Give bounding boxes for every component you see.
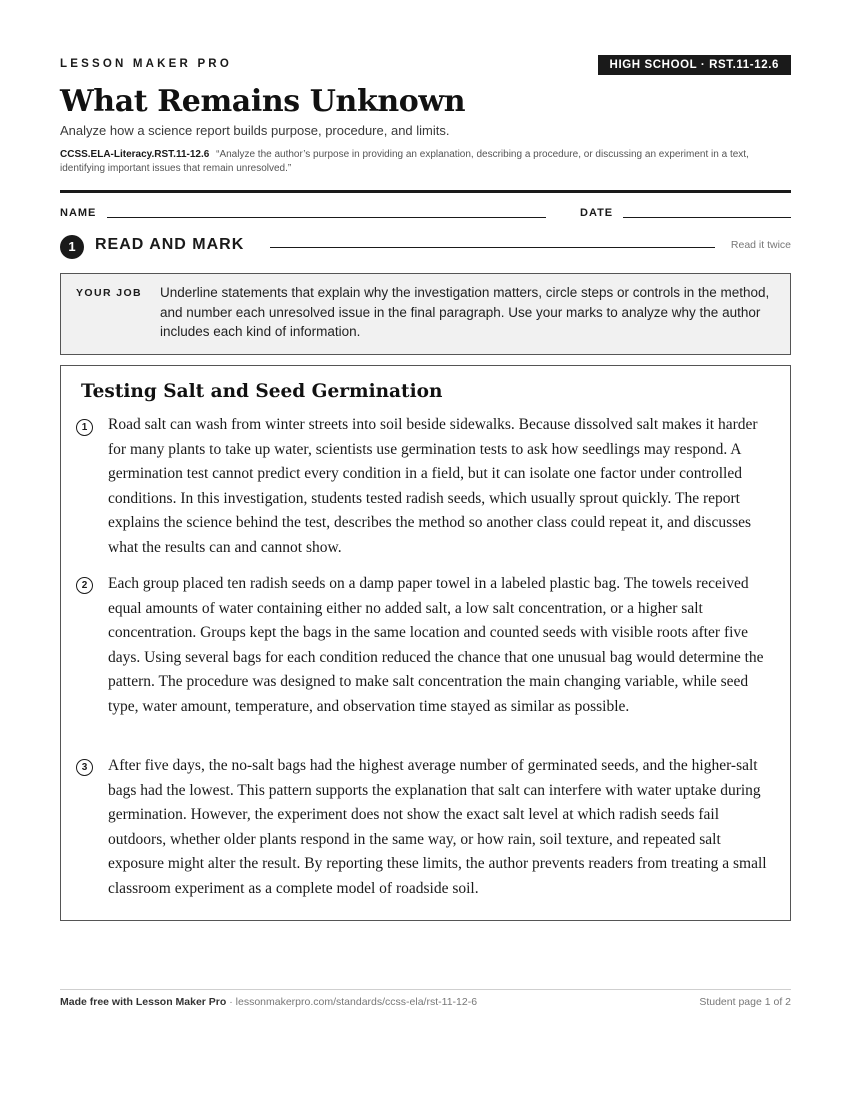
section-title: READ AND MARK [95, 236, 245, 253]
paragraph-number-badge: 1 [76, 419, 93, 436]
passage-title: Testing Salt and Seed Germination [81, 381, 443, 402]
reading-passage [60, 365, 791, 921]
footer-url[interactable]: · lessonmakerpro.com/standards/ccss-ela/rst-11-12-6 [226, 996, 478, 1008]
standard-text: “Analyze the author’s purpose in providing an explanation, describing a procedure, or discussing an experiment in a text, identifying important issues that remain unresolved.” [60, 149, 749, 174]
footer-made-with: Made free with Lesson Maker Pro [60, 996, 227, 1008]
instructions-text: Underline statements that explain why the investigation matters, circle steps or controls in the method, and number each unresolved issue in the final paragraph. Use your marks to analyze why the author includes each kind of information. [160, 285, 770, 339]
footer-divider [60, 989, 791, 990]
page-title: What Remains Unknown [60, 84, 466, 119]
page-indicator: Student page 1 of 2 [699, 996, 791, 1008]
footer-credit [60, 996, 477, 1008]
date-label: DATE [580, 207, 614, 219]
name-field[interactable] [107, 217, 546, 218]
section-divider [270, 247, 715, 248]
level-badge: HIGH SCHOOL · RST.11-12.6 [598, 55, 791, 75]
paragraph-number-badge: 2 [76, 577, 93, 594]
instructions-box [60, 273, 791, 355]
page-subtitle: Analyze how a science report builds purpose, procedure, and limits. [60, 123, 450, 138]
passage-paragraph: After five days, the no-salt bags had the highest average number of germinated seeds, and the higher-salt bags had the lowest. This pattern supports the explanation that salt can interfere with water uptake during germination. However, the experiment does not show the exact salt level at which radish seeds fail outdoors, whether older plants respond in the same way, or how rain, soil texture, and repeated salt exposure might alter the result. By reporting these limits, the author prevents readers from treating a small classroom experiment as a complete model of roadside soil. [108, 757, 767, 897]
passage-paragraph: Road salt can wash from winter streets into soil beside sidewalks. Because dissolved salt makes it harder for many plants to take up water, scientists use germination tests to ask how seedlings may respond. A germination test cannot predict every condition in a field, but it can isolate one factor under controlled conditions. In this investigation, students tested radish seeds, which usually sprout quickly. The report explains the science behind the test, describes the method so another class could repeat it, and discusses what the results can and cannot show. [108, 416, 758, 556]
header-divider [60, 190, 791, 193]
standard-code: CCSS.ELA-Literacy.RST.11-12.6 [60, 149, 210, 160]
paragraph-number-badge: 3 [76, 759, 93, 776]
name-label: NAME [60, 207, 97, 219]
instructions-label: YOUR JOB [76, 287, 143, 299]
section-number-badge: 1 [60, 235, 84, 259]
standard-description [60, 148, 791, 176]
date-field[interactable] [623, 217, 791, 218]
worksheet-page [60, 0, 791, 1100]
passage-paragraph: Each group placed ten radish seeds on a damp paper towel in a labeled plastic bag. The towels received equal amounts of water containing either no added salt, a low salt concentration, or a higher salt concentration. Groups kept the bags in the same location and counted seeds with visible roots after five days. Using several bags for each condition reduced the chance that one unusual bag would determine the pattern. The procedure was designed to make salt concentration the main changing variable, while seed type, water amount, temperature, and observation time stayed as similar as possible. [108, 575, 764, 715]
brand-wordmark: LESSON MAKER PRO [60, 58, 232, 70]
section-note: Read it twice [730, 239, 791, 251]
